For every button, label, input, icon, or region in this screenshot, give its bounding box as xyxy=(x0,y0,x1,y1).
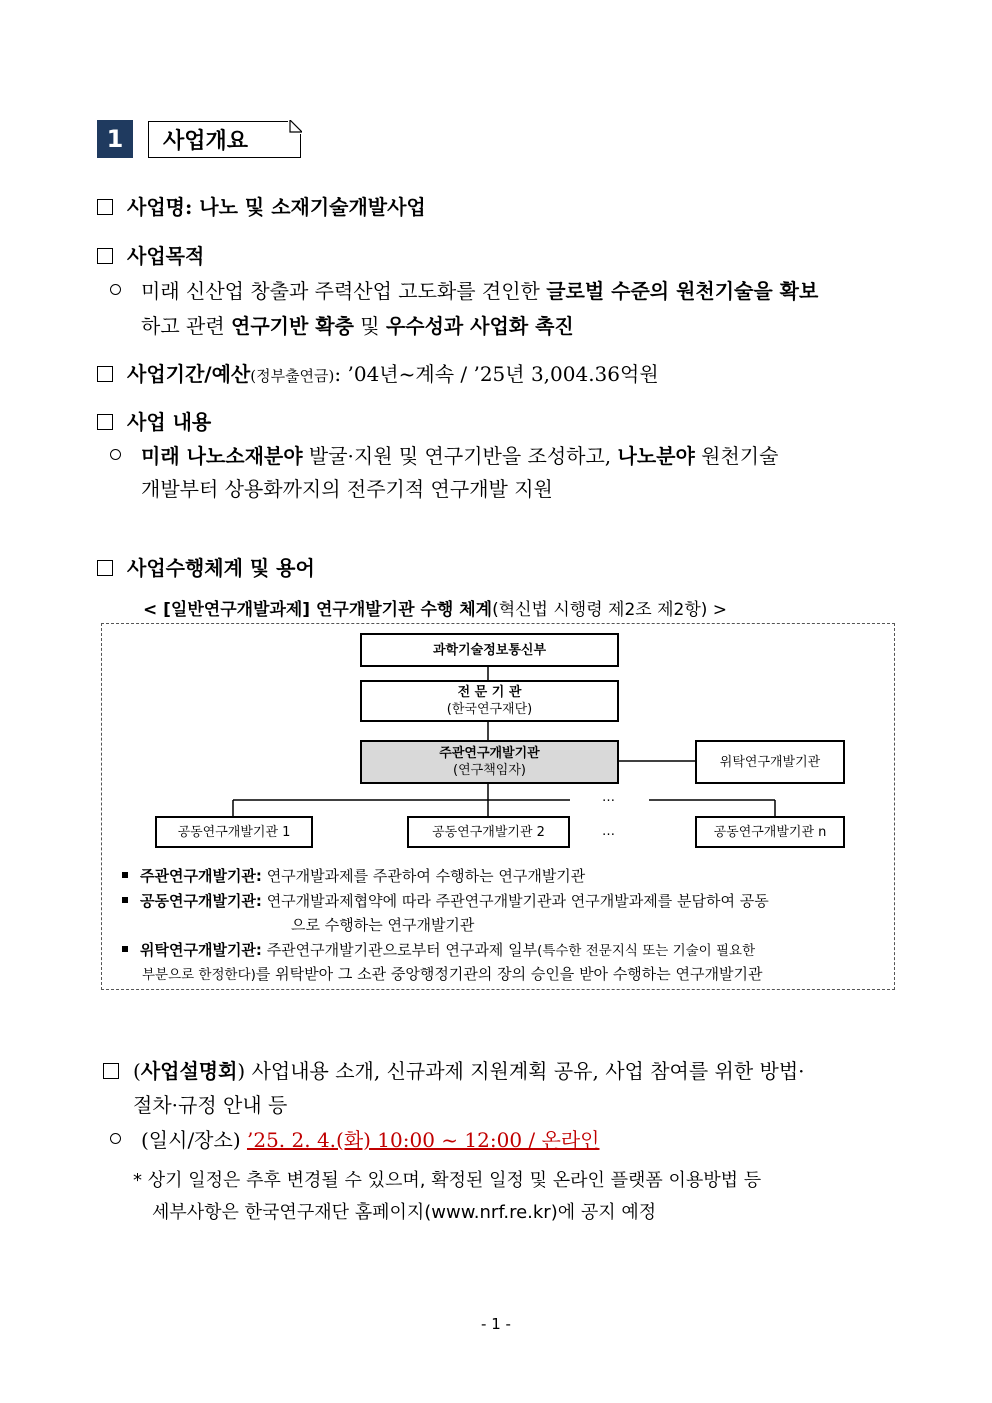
briefing-schedule: (일시/장소) ’25. 2. 4.(화) 10:00 ~ 12:00 / 온라인 xyxy=(110,1124,599,1153)
circle-bullet-icon xyxy=(110,449,121,460)
system-heading: 사업수행체계 및 용어 xyxy=(97,552,315,581)
diagram-caption: < [일반연구개발과제] 연구개발기관 수행 체계(혁신법 시행령 제2조 제2항) > xyxy=(143,600,728,620)
checkbox-icon xyxy=(97,366,113,382)
agency-node: 전 문 기 관 (한국연구재단) xyxy=(360,680,619,722)
ellipsis-mid: … xyxy=(602,824,615,839)
period-budget: 사업기간/예산(정부출연금): ’04년~계속 / ’25년 3,004.36억원 xyxy=(97,358,659,387)
checkbox-icon xyxy=(97,248,113,264)
briefing-note-2: 세부사항은 한국연구재단 홈페이지(www.nrf.re.kr)에 공지 예정 xyxy=(152,1202,657,1223)
joint-institution-2-node: 공동연구개발기관 2 xyxy=(407,816,570,848)
definition-consign-cont: 부분으로 한정한다)를 위탁받아 그 소관 중앙행정기관의 장의 승인을 받아 수행하는 연구개발기관 xyxy=(142,965,763,983)
purpose-heading: 사업목적 xyxy=(97,240,204,269)
checkbox-icon xyxy=(103,1063,119,1079)
section-title xyxy=(148,121,301,158)
org-diagram xyxy=(101,623,895,990)
content-heading: 사업 내용 xyxy=(97,406,211,435)
consign-institution-node: 위탁연구개발기관 xyxy=(695,740,845,784)
content-line-1: 미래 나노소재분야 발굴·지원 및 연구기반을 조성하고, 나노분야 원천기술 xyxy=(110,440,778,469)
section-number-badge: 1 xyxy=(97,120,133,158)
circle-bullet-icon xyxy=(110,1133,121,1144)
definition-joint: 공동연구개발기관: 연구개발과제협약에 따라 주관연구개발기관과 연구개발과제를 분담하여 공동 xyxy=(122,890,769,911)
ellipsis-top: … xyxy=(602,790,615,805)
briefing-line-1: (사업설명회) 사업내용 소개, 신규과제 지원계획 공유, 사업 참여를 위한 방법· xyxy=(103,1055,805,1084)
joint-institution-1-node: 공동연구개발기관 1 xyxy=(155,816,313,848)
joint-institution-n-node: 공동연구개발기관 n xyxy=(695,816,845,848)
definition-lead: 주관연구개발기관: 연구개발과제를 주관하여 수행하는 연구개발기관 xyxy=(122,865,585,886)
square-bullet-icon xyxy=(122,946,128,952)
business-name: 사업명: 나노 및 소재기술개발사업 xyxy=(97,191,426,220)
checkbox-icon xyxy=(97,199,113,215)
circle-bullet-icon xyxy=(110,284,121,295)
purpose-line-2: 하고 관련 연구기반 확충 및 우수성과 사업화 촉진 xyxy=(141,314,574,338)
purpose-line-1: 미래 신산업 창출과 주력산업 고도화를 견인한 글로벌 수준의 원천기술을 확보 xyxy=(110,275,818,304)
square-bullet-icon xyxy=(122,897,128,903)
definition-joint-cont: 으로 수행하는 연구개발기관 xyxy=(291,916,475,934)
content-line-2: 개발부터 상용화까지의 전주기적 연구개발 지원 xyxy=(141,477,553,501)
page-number: - 1 - xyxy=(481,1315,511,1333)
ministry-node: 과학기술정보통신부 xyxy=(360,633,619,667)
definition-consign: 위탁연구개발기관: 주관연구개발기관으로부터 연구과제 일부(특수한 전문지식 또는 기술이 필요한 xyxy=(122,939,755,960)
square-bullet-icon xyxy=(122,872,128,878)
lead-institution-node: 주관연구개발기관 (연구책임자) xyxy=(360,740,619,784)
briefing-note-1: * 상기 일정은 추후 변경될 수 있으며, 확정된 일정 및 온라인 플랫폼 이용방법 등 xyxy=(133,1170,762,1191)
checkbox-icon xyxy=(97,560,113,576)
briefing-line-2: 절차·규정 안내 등 xyxy=(133,1093,288,1117)
page-fold-icon xyxy=(288,120,302,134)
checkbox-icon xyxy=(97,414,113,430)
section-title-text: 사업개요 xyxy=(163,129,249,154)
